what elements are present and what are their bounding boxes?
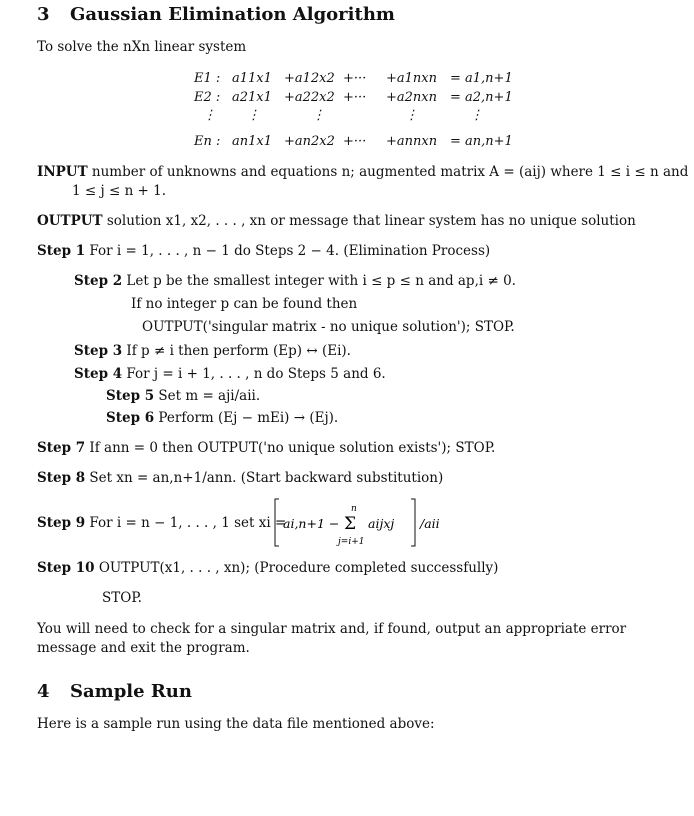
- step-text: Perform (Ej − mEi) → (Ej).: [158, 410, 339, 426]
- eqn-label: En :: [194, 134, 221, 149]
- step-text: If p ≠ i then perform (Ep) ↔ (Ei).: [126, 343, 351, 359]
- step-text: For i = 1, . . . , n − 1 do Steps 2 − 4. (Elimination Process): [89, 243, 491, 259]
- vdots: ⋮: [405, 108, 418, 123]
- eq2-termn: +a2nxn: [386, 90, 437, 105]
- eq1-label: E1 :: [194, 71, 221, 86]
- right-bracket: [411, 499, 415, 546]
- intro-text: To solve the nXn linear system: [37, 39, 247, 55]
- step-label: Step 4: [74, 366, 123, 382]
- vdots: ⋮: [470, 108, 483, 123]
- step-1: [37, 243, 490, 259]
- step-text: For i = n − 1, . . . , 1 set xi =: [89, 515, 287, 531]
- output-line: [37, 213, 636, 229]
- formula-a: ai,n+1 −: [283, 516, 340, 531]
- eq2-label: E2 :: [194, 90, 221, 105]
- step-label: Step 8: [37, 470, 86, 486]
- step-2-line3: OUTPUT('singular matrix - no unique solution'); STOP.: [142, 319, 515, 335]
- step-text: Set m = aji/aii.: [158, 388, 261, 404]
- step-4: [74, 366, 386, 382]
- step-label: Step 10: [37, 560, 95, 576]
- input-text-cont: 1 ≤ j ≤ n + 1.: [72, 183, 167, 199]
- section-number: 3: [37, 4, 50, 25]
- eqn-rhs: = an,n+1: [450, 134, 513, 149]
- formula-term: aijxj: [368, 516, 395, 531]
- section-text: Here is a sample run using the data file mentioned above:: [37, 716, 435, 732]
- step-2: [74, 273, 516, 289]
- step-3: [74, 343, 351, 359]
- eq2-term2: +a22x2: [284, 90, 335, 105]
- step-text: If ann = 0 then OUTPUT('no unique solution exists'); STOP.: [89, 440, 496, 456]
- eqn-termn: +annxn: [386, 134, 438, 149]
- eq2-term1: a21x1: [232, 90, 272, 105]
- step-9-formula: [272, 496, 472, 552]
- eq1-term2: +a12x2: [284, 71, 335, 86]
- step-10-stop: STOP.: [102, 590, 142, 606]
- step-text: Let p be the smallest integer with i ≤ p ≤ n and ap,i ≠ 0.: [126, 273, 516, 289]
- eq1-termn: +a1nxn: [386, 71, 437, 86]
- formula-sum: Σ: [344, 514, 357, 534]
- step-label: Step 3: [74, 343, 123, 359]
- formula-sum-top: n: [351, 504, 357, 514]
- step-6: [106, 410, 338, 426]
- vdots: ⋮: [247, 108, 260, 123]
- eqn-dots: +···: [343, 134, 367, 149]
- vdots: ⋮: [312, 108, 325, 123]
- step-label: Step 2: [74, 273, 123, 289]
- step-2-line2: If no integer p can be found then: [131, 296, 358, 312]
- section-title: Gaussian Elimination Algorithm: [70, 4, 395, 25]
- output-label: OUTPUT: [37, 213, 103, 229]
- eq2-rhs: = a2,n+1: [450, 90, 513, 105]
- step-8: [37, 470, 443, 486]
- eqn-term2: +an2x2: [284, 134, 335, 149]
- step-label: Step 5: [106, 388, 155, 404]
- output-text: solution x1, x2, . . . , xn or message that linear system has no unique solution: [106, 213, 636, 229]
- step-label: Step 1: [37, 243, 86, 259]
- step-text: OUTPUT(x1, . . . , xn); (Procedure completed successfully): [98, 560, 499, 576]
- closing-paragraph: You will need to check for a singular matrix and, if found, output an appropriate error message and exit the program.: [37, 621, 627, 656]
- step-label: Step 9: [37, 515, 86, 531]
- step-label: Step 7: [37, 440, 86, 456]
- input-label: INPUT: [37, 164, 88, 180]
- step-label: Step 6: [106, 410, 155, 426]
- eqn-term1: an1x1: [232, 134, 272, 149]
- vdots: ⋮: [203, 108, 216, 123]
- step-7: [37, 440, 495, 456]
- eq1-dots: +···: [343, 71, 367, 86]
- section-title: Sample Run: [70, 681, 192, 702]
- left-bracket: [275, 499, 279, 546]
- section-number: 4: [37, 681, 50, 702]
- eq1-term1: a11x1: [232, 71, 272, 86]
- step-9: [37, 515, 286, 531]
- input-line: [37, 164, 688, 180]
- input-text: number of unknowns and equations n; augmented matrix A = (aij) where 1 ≤ i ≤ n and: [91, 164, 689, 180]
- step-text: For j = i + 1, . . . , n do Steps 5 and 6.: [126, 366, 386, 382]
- eq1-rhs: = a1,n+1: [450, 71, 513, 86]
- step-5: [106, 388, 260, 404]
- step-10: [37, 560, 498, 576]
- step-text: Set xn = an,n+1/ann. (Start backward substitution): [89, 470, 444, 486]
- eq2-dots: +···: [343, 90, 367, 105]
- formula-sum-bottom: j=i+1: [338, 537, 365, 547]
- formula-div: /aii: [420, 516, 440, 531]
